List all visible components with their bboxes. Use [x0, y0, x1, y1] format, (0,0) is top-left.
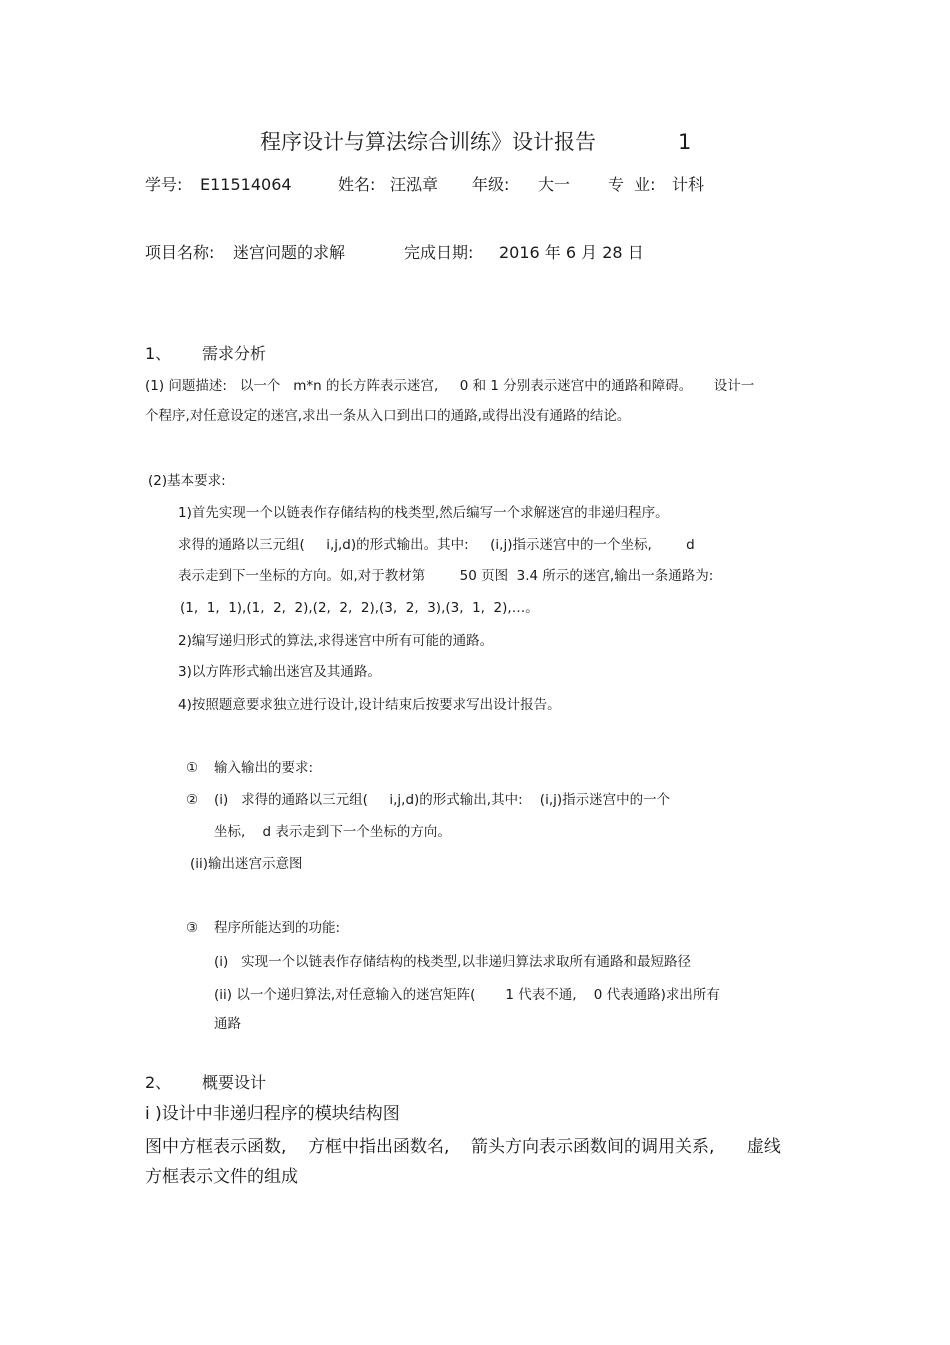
section1-number: 1、 [145, 344, 172, 363]
requirement-1-line1: 1)首先实现一个以链表作存储结构的栈类型,然后编写一个求解迷宫的非递归程序。 [178, 505, 669, 521]
name-label: 姓名: [338, 175, 376, 194]
io-marker: ① [186, 760, 199, 776]
project-name: 迷宫问题的求解 [233, 243, 346, 262]
io-requirements-title: 输入输出的要求: [214, 760, 314, 776]
problem-description-line2: 个程序,对任意设定的迷宫,求出一条从入口到出口的通路,或得出没有通路的结论。 [145, 408, 631, 424]
io-item-i-line2: 坐标, d 表示走到下一个坐标的方向。 [214, 824, 451, 840]
grade-label: 年级: [472, 175, 510, 194]
completion-date: 2016 年 6 月 28 日 [499, 243, 644, 262]
student-id-label: 学号: [145, 175, 183, 194]
problem-description-line1: (1) 问题描述: 以一个 m*n 的长方阵表示迷宫, 0 和 1 分别表示迷宫中的通路和障碍。 设计一 [145, 378, 755, 394]
project-name-label: 项目名称: [145, 243, 215, 262]
requirement-1-line2: 求得的通路以三元组( i,j,d)的形式输出。其中: (i,j)指示迷宫中的一个坐标, d [178, 537, 695, 553]
grade: 大一 [538, 175, 571, 194]
io-item-i-line1: (i) 求得的通路以三元组( i,j,d)的形式输出,其中: (i,j)指示迷宫中的一个 [214, 792, 671, 808]
section2-title: 概要设计 [202, 1073, 267, 1092]
function-item-i: (i) 实现一个以链表作存储结构的栈类型,以非递归算法求取所有通路和最短路径 [214, 954, 691, 970]
student-id: E11514064 [200, 175, 292, 194]
io-marker-2: ② [186, 792, 199, 808]
requirement-2: 2)编写递归形式的算法,求得迷宫中所有可能的通路。 [178, 633, 494, 649]
requirement-1-line4: (1, 1, 1),(1, 2, 2),(2, 2, 2),(3, 2, 3),(3, 1, 2),…。 [180, 600, 539, 616]
function-item-ii-line2: 通路 [214, 1016, 241, 1032]
section2-description-line1: 图中方框表示函数, 方框中指出函数名, 箭头方向表示函数间的调用关系, 虚线 [145, 1137, 781, 1157]
major-label: 专 业: [608, 175, 656, 194]
basic-requirements-heading: (2)基本要求: [148, 473, 226, 489]
requirement-1-line3: 表示走到下一坐标的方向。如,对于教材第 50 页图 3.4 所示的迷宫,输出一条通路为: [178, 568, 714, 584]
section2-number: 2、 [145, 1073, 172, 1092]
report-title: 程序设计与算法综合训练》设计报告 [260, 130, 596, 154]
section2-description-line2: 方框表示文件的组成 [145, 1167, 298, 1187]
program-functions-title: 程序所能达到的功能: [214, 920, 341, 936]
section1-title: 需求分析 [202, 344, 267, 363]
student-name: 汪泓章 [390, 175, 439, 194]
completion-date-label: 完成日期: [404, 243, 474, 262]
requirement-3: 3)以方阵形式输出迷宫及其通路。 [178, 664, 381, 680]
function-item-ii-line1: (ii) 以一个递归算法,对任意输入的迷宫矩阵( 1 代表不通, 0 代表通路)求出所有 [214, 987, 720, 1003]
function-marker: ③ [186, 920, 199, 936]
major: 计科 [672, 175, 705, 194]
section2-subheading: i )设计中非递归程序的模块结构图 [145, 1104, 400, 1124]
report-title-number: 1 [678, 130, 692, 154]
requirement-4: 4)按照题意要求独立进行设计,设计结束后按要求写出设计报告。 [178, 697, 561, 713]
io-item-ii: (ii)输出迷宫示意图 [190, 856, 303, 872]
